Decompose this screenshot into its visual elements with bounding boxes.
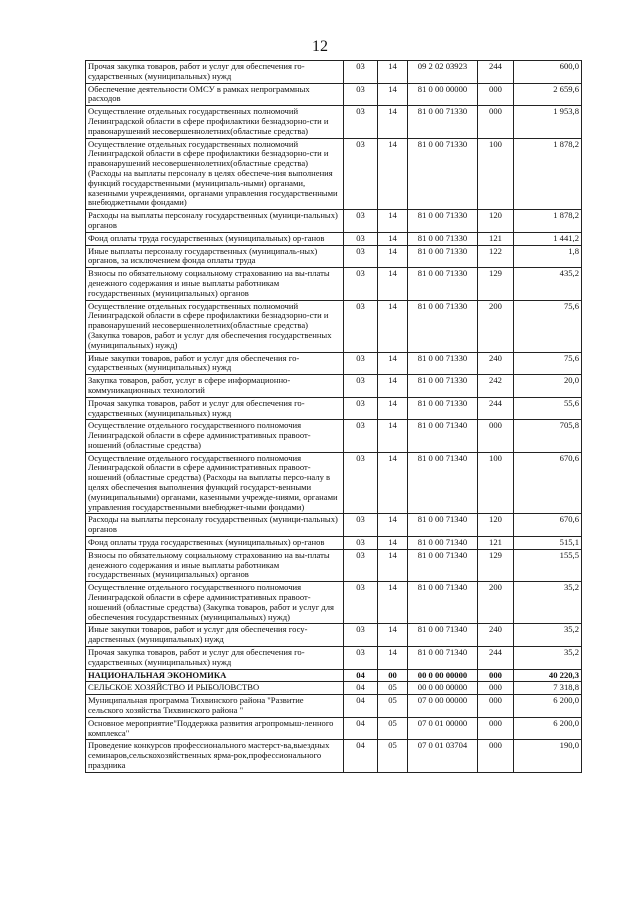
row-section-cell: 03 xyxy=(344,647,378,670)
row-expense-type-cell: 000 xyxy=(478,83,514,106)
row-section-cell: 03 xyxy=(344,397,378,420)
row-name-cell: Осуществление отдельных государственных полномочий Ленинградской области в сфере профилактики безнадзорно-сти и правонарушений несовершеннолетних(областные средства) (Закупка товаров, работ и услуг для обеспечения государственных (муниципальных) нужд) xyxy=(86,300,344,352)
row-name-cell: Расходы на выплаты персоналу государственных (муници-пальных) органов xyxy=(86,210,344,233)
row-name-cell: Прочая закупка товаров, работ и услуг для обеспечения го-сударственных (муниципальных) нужд xyxy=(86,397,344,420)
row-name-cell: Осуществление отдельного государственного полномочия Ленинградской области в сфере административных правоот-ношений (областные средства) (Закупка товаров, работ и услуг для обеспечения государственных (муниципальных) нужд) xyxy=(86,582,344,624)
row-amount-cell: 6 200,0 xyxy=(514,695,582,718)
row-expense-type-cell: 129 xyxy=(478,268,514,300)
row-target-article-cell: 81 0 00 71330 xyxy=(408,210,478,233)
row-target-article-cell: 81 0 00 71340 xyxy=(408,624,478,647)
table-row xyxy=(86,420,582,452)
table-row xyxy=(86,695,582,718)
row-subsection-cell: 05 xyxy=(378,695,408,718)
row-target-article-cell: 81 0 00 71330 xyxy=(408,397,478,420)
row-amount-cell: 1 441,2 xyxy=(514,232,582,245)
row-subsection-cell: 14 xyxy=(378,624,408,647)
row-name-cell: Расходы на выплаты персоналу государственных (муници-пальных) органов xyxy=(86,514,344,537)
table-row xyxy=(86,300,582,352)
row-section-cell: 03 xyxy=(344,245,378,268)
row-section-cell: 03 xyxy=(344,452,378,514)
row-name-cell: Взносы по обязательному социальному страхованию на вы-платы денежного содержания и иные выплаты работникам государственных (муниципальных) органов xyxy=(86,549,344,581)
row-amount-cell: 190,0 xyxy=(514,740,582,772)
row-section-cell: 03 xyxy=(344,624,378,647)
row-name-cell: Закупка товаров, работ, услуг в сфере информационно-коммуникационных технологий xyxy=(86,375,344,398)
row-subsection-cell: 14 xyxy=(378,397,408,420)
row-subsection-cell: 14 xyxy=(378,232,408,245)
row-target-article-cell: 09 2 02 03923 xyxy=(408,61,478,84)
row-subsection-cell: 05 xyxy=(378,682,408,695)
row-target-article-cell: 81 0 00 71340 xyxy=(408,582,478,624)
row-amount-cell: 435,2 xyxy=(514,268,582,300)
row-subsection-cell: 14 xyxy=(378,647,408,670)
row-target-article-cell: 81 0 00 71330 xyxy=(408,268,478,300)
table-row xyxy=(86,352,582,375)
row-expense-type-cell: 244 xyxy=(478,61,514,84)
table-row xyxy=(86,106,582,138)
row-subsection-cell: 14 xyxy=(378,300,408,352)
row-target-article-cell: 81 0 00 71340 xyxy=(408,514,478,537)
row-expense-type-cell: 000 xyxy=(478,740,514,772)
row-amount-cell: 600,0 xyxy=(514,61,582,84)
row-expense-type-cell: 000 xyxy=(478,669,514,682)
row-section-cell: 03 xyxy=(344,420,378,452)
row-subsection-cell: 00 xyxy=(378,669,408,682)
row-expense-type-cell: 129 xyxy=(478,549,514,581)
row-name-cell: СЕЛЬСКОЕ ХОЗЯЙСТВО И РЫБОЛОВСТВО xyxy=(86,682,344,695)
row-amount-cell: 75,6 xyxy=(514,352,582,375)
row-name-cell: Взносы по обязательному социальному страхованию на вы-платы денежного содержания и иные выплаты работникам государственных (муниципальных) органов xyxy=(86,268,344,300)
row-subsection-cell: 14 xyxy=(378,268,408,300)
row-amount-cell: 7 318,8 xyxy=(514,682,582,695)
table-row xyxy=(86,245,582,268)
row-expense-type-cell: 120 xyxy=(478,514,514,537)
table-row xyxy=(86,682,582,695)
row-subsection-cell: 14 xyxy=(378,537,408,550)
table-row xyxy=(86,582,582,624)
row-target-article-cell: 81 0 00 71330 xyxy=(408,352,478,375)
table-row xyxy=(86,83,582,106)
row-target-article-cell: 81 0 00 71330 xyxy=(408,138,478,210)
row-expense-type-cell: 100 xyxy=(478,452,514,514)
row-subsection-cell: 14 xyxy=(378,582,408,624)
table-row xyxy=(86,514,582,537)
table-row xyxy=(86,624,582,647)
table-row xyxy=(86,549,582,581)
row-name-cell: Осуществление отдельного государственного полномочия Ленинградской области в сфере административных правоот-ношений (областные средства) xyxy=(86,420,344,452)
row-amount-cell: 75,6 xyxy=(514,300,582,352)
row-target-article-cell: 81 0 00 71330 xyxy=(408,245,478,268)
row-subsection-cell: 05 xyxy=(378,740,408,772)
row-section-cell: 04 xyxy=(344,717,378,740)
row-amount-cell: 6 200,0 xyxy=(514,717,582,740)
row-expense-type-cell: 122 xyxy=(478,245,514,268)
row-amount-cell: 35,2 xyxy=(514,647,582,670)
row-subsection-cell: 14 xyxy=(378,61,408,84)
row-expense-type-cell: 120 xyxy=(478,210,514,233)
table-row xyxy=(86,375,582,398)
row-name-cell: Фонд оплаты труда государственных (муниципальных) ор-ганов xyxy=(86,537,344,550)
row-amount-cell: 1,8 xyxy=(514,245,582,268)
budget-table-body xyxy=(86,61,582,773)
row-target-article-cell: 00 0 00 00000 xyxy=(408,682,478,695)
row-subsection-cell: 14 xyxy=(378,452,408,514)
table-row xyxy=(86,138,582,210)
row-name-cell: Осуществление отдельного государственного полномочия Ленинградской области в сфере административных правоот-ношений (областные средства) (Расходы на выплаты персо-налу в целях обеспечения выполнения функций государст-венными (муниципальными) органами, казенными учрежде-ниями, органами управления государственными внебюджет-ными фондами) xyxy=(86,452,344,514)
row-section-cell: 03 xyxy=(344,352,378,375)
table-row xyxy=(86,452,582,514)
row-subsection-cell: 14 xyxy=(378,352,408,375)
row-section-cell: 03 xyxy=(344,232,378,245)
table-row xyxy=(86,232,582,245)
row-subsection-cell: 14 xyxy=(378,420,408,452)
row-name-cell: НАЦИОНАЛЬНАЯ ЭКОНОМИКА xyxy=(86,669,344,682)
row-name-cell: Иные закупки товаров, работ и услуг для обеспечения госу-дарственных (муниципальных) нужд xyxy=(86,624,344,647)
row-section-cell: 03 xyxy=(344,210,378,233)
table-row xyxy=(86,537,582,550)
row-subsection-cell: 14 xyxy=(378,245,408,268)
row-target-article-cell: 07 0 01 03704 xyxy=(408,740,478,772)
row-target-article-cell: 81 0 00 71330 xyxy=(408,232,478,245)
row-target-article-cell: 07 0 01 00000 xyxy=(408,717,478,740)
row-target-article-cell: 81 0 00 71330 xyxy=(408,106,478,138)
row-amount-cell: 515,1 xyxy=(514,537,582,550)
row-section-cell: 03 xyxy=(344,375,378,398)
row-name-cell: Осуществление отдельных государственных полномочий Ленинградской области в сфере профилактики безнадзорно-сти и правонарушений несовершеннолетних(областные средства) xyxy=(86,106,344,138)
row-expense-type-cell: 244 xyxy=(478,397,514,420)
row-expense-type-cell: 121 xyxy=(478,537,514,550)
row-target-article-cell: 81 0 00 00000 xyxy=(408,83,478,106)
row-name-cell: Прочая закупка товаров, работ и услуг для обеспечения го-сударственных (муниципальных) нужд xyxy=(86,61,344,84)
table-row xyxy=(86,61,582,84)
row-subsection-cell: 14 xyxy=(378,514,408,537)
row-subsection-cell: 14 xyxy=(378,210,408,233)
row-subsection-cell: 14 xyxy=(378,375,408,398)
row-target-article-cell: 07 0 00 00000 xyxy=(408,695,478,718)
budget-table xyxy=(85,60,582,773)
row-section-cell: 03 xyxy=(344,300,378,352)
row-section-cell: 04 xyxy=(344,695,378,718)
row-expense-type-cell: 200 xyxy=(478,300,514,352)
row-expense-type-cell: 000 xyxy=(478,695,514,718)
row-section-cell: 03 xyxy=(344,61,378,84)
row-amount-cell: 705,8 xyxy=(514,420,582,452)
page-number: 12 xyxy=(312,38,328,55)
row-expense-type-cell: 000 xyxy=(478,420,514,452)
row-target-article-cell: 81 0 00 71340 xyxy=(408,452,478,514)
row-section-cell: 03 xyxy=(344,138,378,210)
row-amount-cell: 1 878,2 xyxy=(514,138,582,210)
row-subsection-cell: 05 xyxy=(378,717,408,740)
row-target-article-cell: 81 0 00 71330 xyxy=(408,375,478,398)
row-expense-type-cell: 121 xyxy=(478,232,514,245)
row-target-article-cell: 81 0 00 71340 xyxy=(408,549,478,581)
row-name-cell: Проведение конкурсов профессионального мастерст-ва,выездных семинаров,сельскохозяйственных ярма-рок,профессионального праздника xyxy=(86,740,344,772)
row-name-cell: Прочая закупка товаров, работ и услуг для обеспечения го-сударственных (муниципальных) нужд xyxy=(86,647,344,670)
row-section-cell: 03 xyxy=(344,268,378,300)
row-section-cell: 03 xyxy=(344,582,378,624)
row-section-cell: 03 xyxy=(344,106,378,138)
row-amount-cell: 2 659,6 xyxy=(514,83,582,106)
row-section-cell: 04 xyxy=(344,669,378,682)
row-amount-cell: 35,2 xyxy=(514,582,582,624)
row-expense-type-cell: 240 xyxy=(478,624,514,647)
row-amount-cell: 20,0 xyxy=(514,375,582,398)
row-expense-type-cell: 000 xyxy=(478,106,514,138)
row-amount-cell: 35,2 xyxy=(514,624,582,647)
table-row xyxy=(86,647,582,670)
row-name-cell: Иные закупки товаров, работ и услуг для обеспечения го-сударственных (муниципальных) нужд xyxy=(86,352,344,375)
row-name-cell: Фонд оплаты труда государственных (муниципальных) ор-ганов xyxy=(86,232,344,245)
row-subsection-cell: 14 xyxy=(378,549,408,581)
table-row xyxy=(86,669,582,682)
row-target-article-cell: 81 0 00 71340 xyxy=(408,420,478,452)
row-section-cell: 03 xyxy=(344,537,378,550)
row-amount-cell: 40 220,3 xyxy=(514,669,582,682)
row-name-cell: Иные выплаты персоналу государственных (муниципаль-ных) органов, за исключением фонда оплаты труда xyxy=(86,245,344,268)
row-target-article-cell: 00 0 00 00000 xyxy=(408,669,478,682)
row-target-article-cell: 81 0 00 71330 xyxy=(408,300,478,352)
row-name-cell: Муниципальная программа Тихвинского района "Развитие сельского хозяйства Тихвинского района " xyxy=(86,695,344,718)
row-amount-cell: 1 953,8 xyxy=(514,106,582,138)
row-subsection-cell: 14 xyxy=(378,106,408,138)
row-section-cell: 03 xyxy=(344,83,378,106)
row-subsection-cell: 14 xyxy=(378,83,408,106)
row-expense-type-cell: 000 xyxy=(478,717,514,740)
row-section-cell: 04 xyxy=(344,682,378,695)
row-amount-cell: 155,5 xyxy=(514,549,582,581)
row-name-cell: Обеспечение деятельности ОМСУ в рамках непрограммных расходов xyxy=(86,83,344,106)
row-section-cell: 04 xyxy=(344,740,378,772)
row-expense-type-cell: 100 xyxy=(478,138,514,210)
row-expense-type-cell: 242 xyxy=(478,375,514,398)
table-row xyxy=(86,397,582,420)
row-target-article-cell: 81 0 00 71340 xyxy=(408,647,478,670)
row-section-cell: 03 xyxy=(344,514,378,537)
row-expense-type-cell: 200 xyxy=(478,582,514,624)
row-expense-type-cell: 000 xyxy=(478,682,514,695)
row-amount-cell: 1 878,2 xyxy=(514,210,582,233)
table-row xyxy=(86,210,582,233)
row-amount-cell: 670,6 xyxy=(514,452,582,514)
row-amount-cell: 670,6 xyxy=(514,514,582,537)
row-target-article-cell: 81 0 00 71340 xyxy=(408,537,478,550)
row-expense-type-cell: 244 xyxy=(478,647,514,670)
row-expense-type-cell: 240 xyxy=(478,352,514,375)
table-row xyxy=(86,717,582,740)
row-name-cell: Основное мероприятие"Поддержка развития агропромыш-ленного комплекса" xyxy=(86,717,344,740)
row-subsection-cell: 14 xyxy=(378,138,408,210)
row-section-cell: 03 xyxy=(344,549,378,581)
table-row xyxy=(86,268,582,300)
row-name-cell: Осуществление отдельных государственных полномочий Ленинградской области в сфере профилактики безнадзорно-сти и правонарушений несовершеннолетних(областные средства) (Расходы на выплаты персоналу в целях обеспече-ния выполнения функций государственными (муниципаль-ными) органами, казенными учреждениями, органами управления государственными внебюджетными фондами) xyxy=(86,138,344,210)
table-row xyxy=(86,740,582,772)
row-amount-cell: 55,6 xyxy=(514,397,582,420)
